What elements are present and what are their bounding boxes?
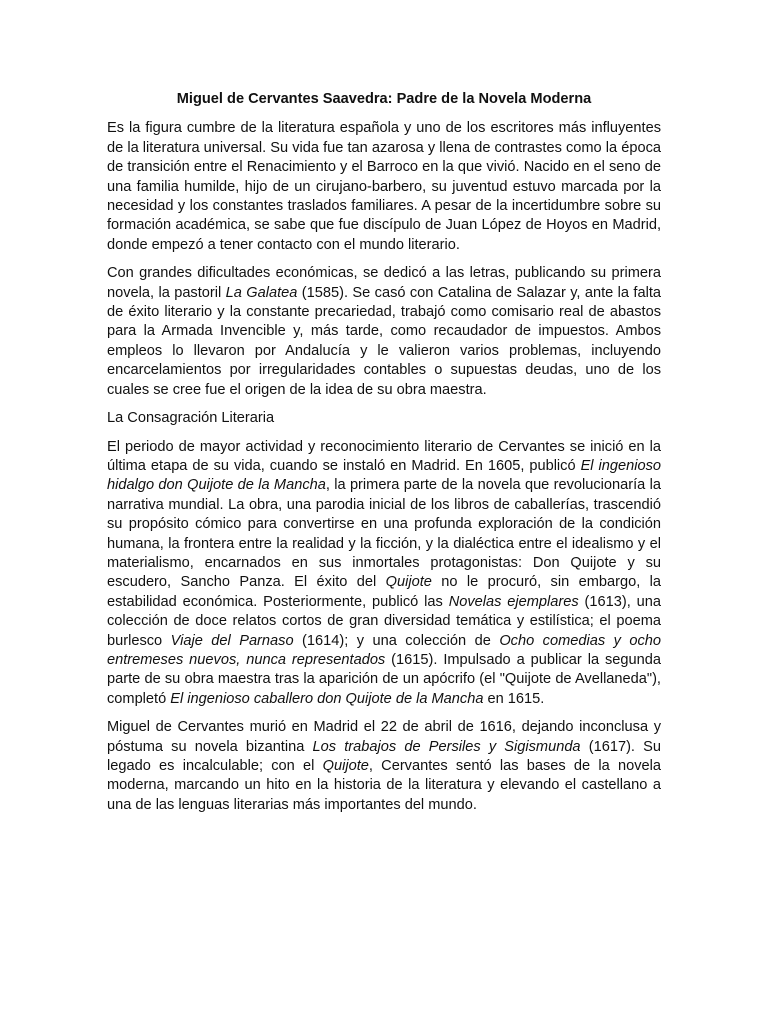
- work-title-ocho-comedias: Ocho comedias y ocho entremeses nuevos, nunca representados: [107, 632, 661, 668]
- document-title: Miguel de Cervantes Saavedra: Padre de la Novela Moderna: [176, 91, 592, 107]
- work-title-viaje-del-parnaso: Viaje del Parnaso: [170, 632, 294, 649]
- paragraph-2: [107, 264, 661, 400]
- work-title-quijote-1605: El ingenioso hidalgo don Quijote de la Mancha: [107, 457, 661, 494]
- work-title-quijote-1615: El ingenioso caballero don Quijote de la Mancha: [170, 690, 484, 707]
- paragraph-1: Es la figura cumbre de la literatura española y uno de los escritores más influyentes de la literatura universal. Su vida fue tan azarosa y llena de contrastes como la época de transición entre el Renacimiento y el Barroco en la que vivió. Nacido en el seno de una familia humilde, hijo de un cirujano-barbero, su juventud estuvo marcada por la necesidad y los constantes traslados familiares. A pesar de la incertidumbre sobre su formación académica, se sabe que fue discípulo de Juan López de Hoyos en Madrid, donde empezó a tener contacto con el mundo literario.: [107, 120, 661, 253]
- paragraph-3-text-g: en 1615.: [483, 690, 545, 707]
- work-title-la-galatea: La Galatea: [225, 284, 298, 301]
- paragraph-4-text-b: (1617). Su legado es incalculable; con el: [107, 738, 662, 774]
- paragraph-2-text-a: Con grandes dificultades económicas, se dedicó a las letras, publicando su primera novela, la pastoril: [107, 265, 661, 301]
- paragraph-3: [107, 438, 661, 710]
- section-subheading: La Consagración Literaria: [107, 410, 275, 427]
- work-title-novelas-ejemplares: Novelas ejemplares: [448, 593, 579, 610]
- paragraph-3-text-c: no le procuró, sin embargo, la estabilidad económica. Posteriormente, publicó las: [107, 574, 661, 610]
- paragraph-3-text-b: , la primera parte de la novela que revolucionaría la narrativa mundial. La obra, una parodia inicial de los libros de caballerías, trascendió su propósito cómico para convertirse en una profunda exploración de la condición humana, la frontera entre la realidad y la ficción, y la dialéctica entre el idealismo y el materialismo, encarnados en sus inmortales protagonistas: Don Quijote y su escudero, Sancho Panza. El éxito del: [107, 477, 661, 591]
- paragraph-4-text-a: Miguel de Cervantes murió en Madrid el 22 de abril de 1616, dejando inconclusa y póstuma su novela bizantina: [107, 719, 661, 755]
- paragraph-4-text-c: , Cervantes sentó las bases de la novela moderna, marcando un hito en la historia de la literatura y elevando el castellano a una de las lenguas literarias más importantes del mundo.: [107, 758, 661, 813]
- paragraph-4: [107, 718, 661, 815]
- work-title-quijote-legacy: Quijote: [322, 758, 369, 774]
- work-title-quijote-short: Quijote: [385, 574, 432, 591]
- paragraph-3-text-a: El periodo de mayor actividad y reconocimiento literario de Cervantes se inició en la última etapa de su vida, cuando se instaló en Madrid. En 1605, publicó: [107, 438, 661, 474]
- paragraph-3-text-f: (1615). Impulsado a publicar la segunda parte de su obra maestra tras la aparición de un apócrifo (el "Quijote de Avellaneda"), completó: [107, 651, 661, 707]
- document-page: [107, 90, 661, 824]
- paragraph-3-text-e: (1614); y una colección de: [293, 632, 500, 649]
- work-title-persiles: Los trabajos de Persiles y Sigismunda: [312, 738, 581, 755]
- paragraph-2-text-b: (1585). Se casó con Catalina de Salazar y, ante la falta de éxito literario y la constante precariedad, trabajó como comisario real de abastos para la Armada Invencible y, más tarde, como recaudador de impuestos. Ambos empleos lo llevaron por Andalucía y le valieron varios problemas, incluyendo encarcelamientos por irregularidades contables o supuestas deudas, uno de los cuales se cree fue el origen de la idea de su obra maestra.: [107, 284, 661, 398]
- paragraph-3-text-d: (1613), una colección de doce relatos cortos de gran diversidad temática y estilística; el poema burlesco: [107, 593, 662, 649]
